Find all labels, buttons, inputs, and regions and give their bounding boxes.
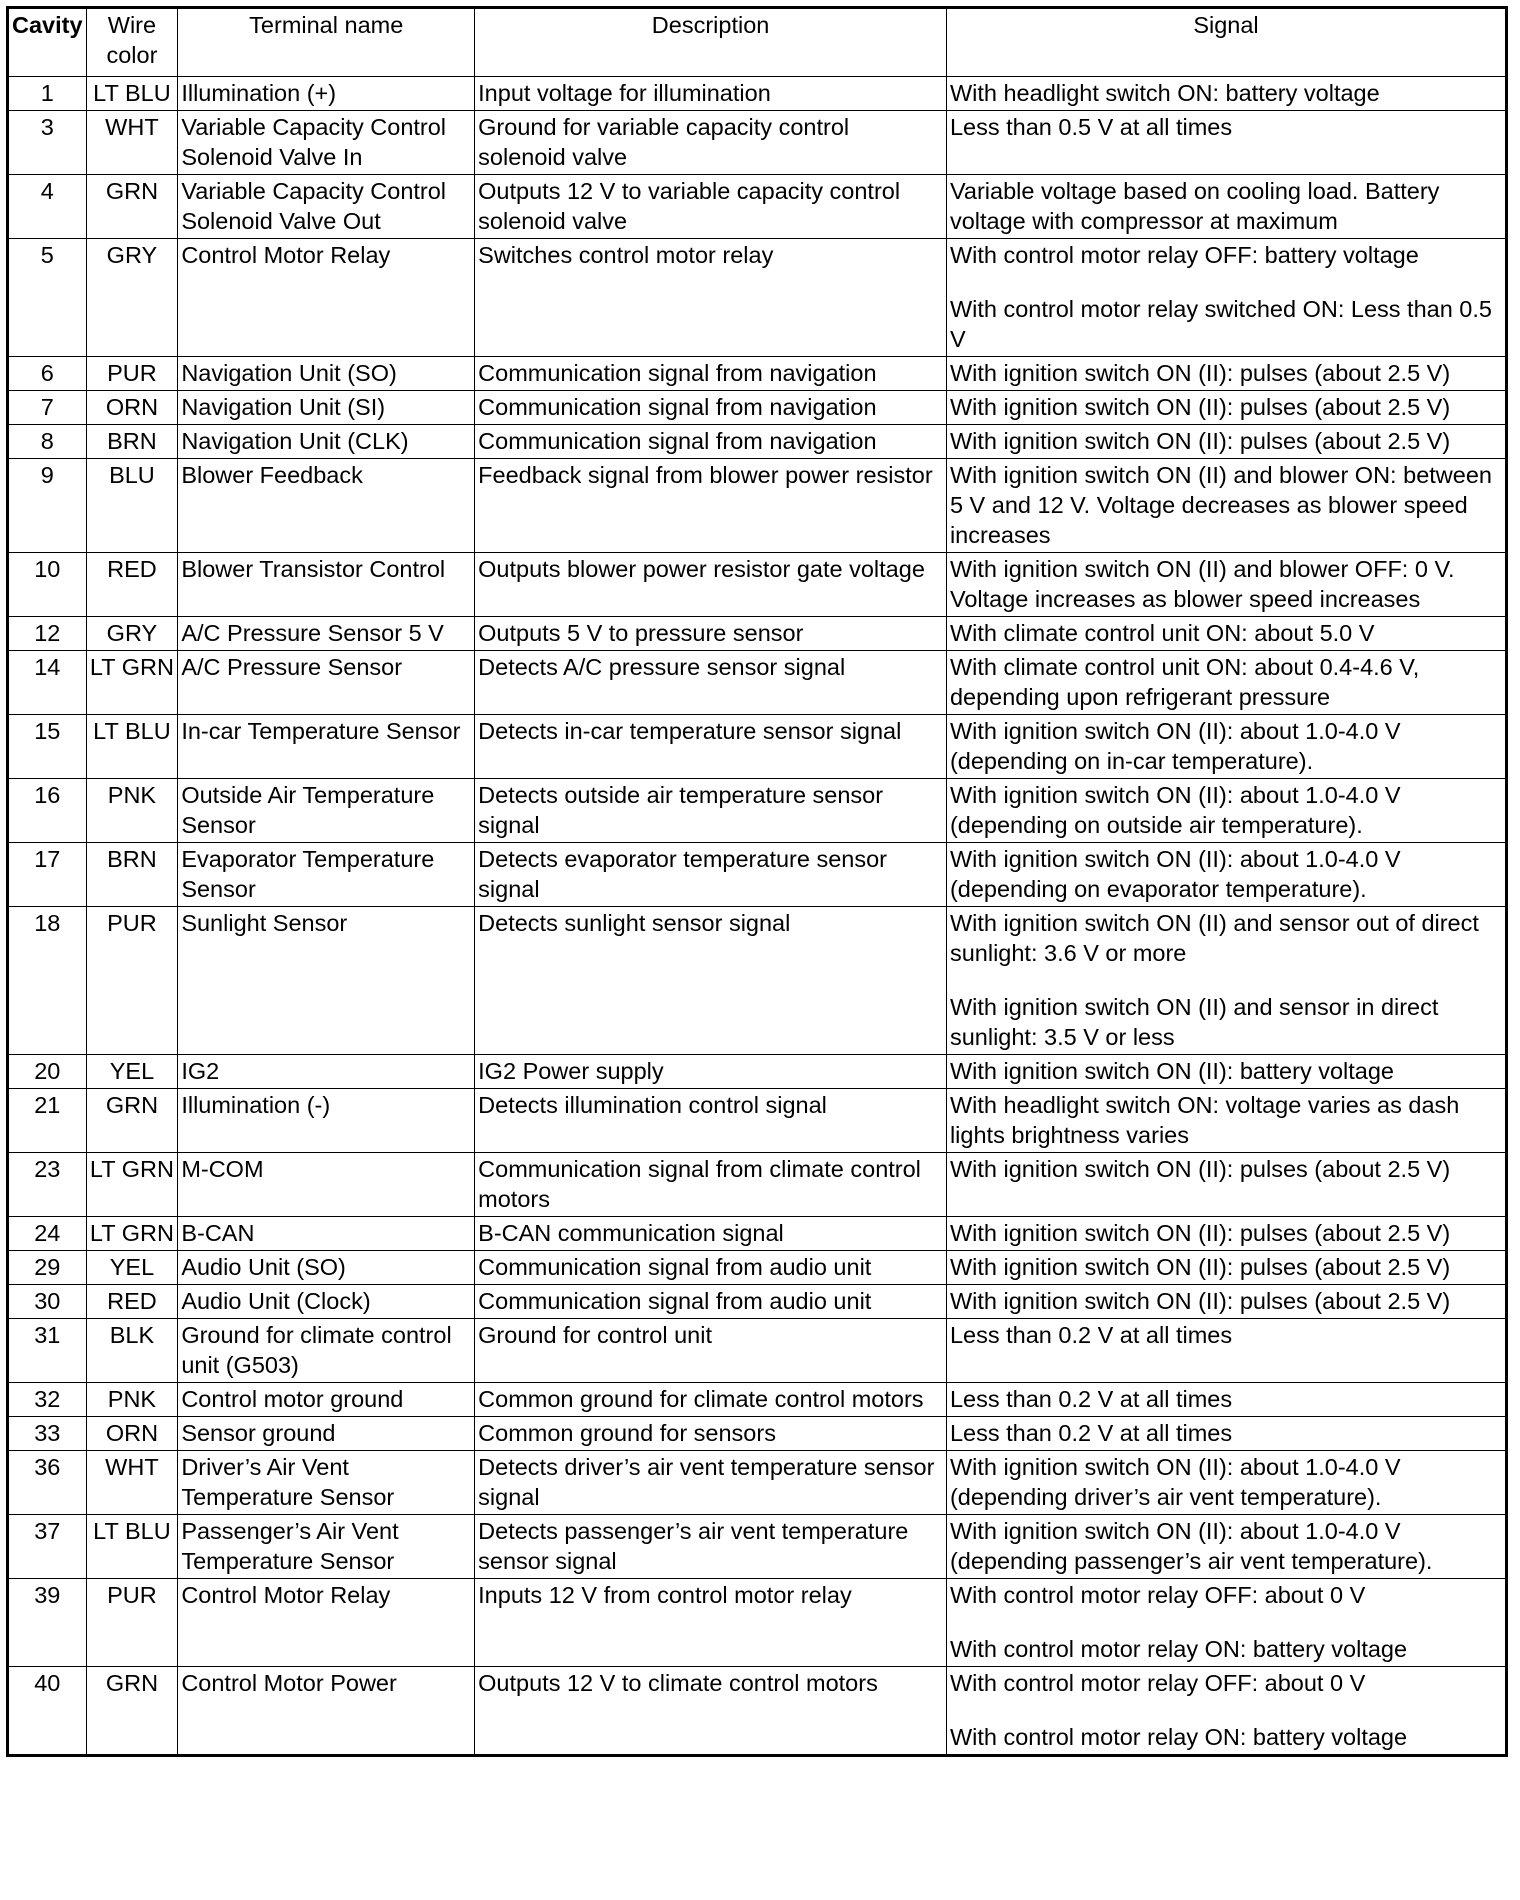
- cavity-cell: 39: [8, 1579, 87, 1667]
- wire-color-cell: PNK: [86, 1383, 178, 1417]
- header-cavity: Cavity: [8, 8, 87, 77]
- cavity-cell: 8: [8, 425, 87, 459]
- terminal-table-sheet: [6, 6, 1508, 1757]
- table-row: [8, 391, 1507, 425]
- terminal-name-cell: Control motor ground: [178, 1383, 475, 1417]
- signal-line: Less than 0.5 V at all times: [949, 114, 1233, 140]
- signal-line: With control motor relay OFF: about 0 V: [949, 1670, 1366, 1696]
- signal-line: With ignition switch ON (II): about 1.0-4.0 V (depending driver’s air vent temperature).: [949, 1454, 1401, 1510]
- signal-line: With ignition switch ON (II): about 1.0-4.0 V (depending on in-car temperature).: [949, 718, 1401, 774]
- description-cell: Outputs blower power resistor gate voltage: [475, 553, 947, 617]
- terminal-name-cell: Ground for climate control unit (G503): [178, 1319, 475, 1383]
- wire-color-cell: BLU: [86, 459, 178, 553]
- cavity-cell: 17: [8, 843, 87, 907]
- signal-line: With control motor relay OFF: battery voltage: [949, 242, 1419, 268]
- signal-line: With ignition switch ON (II): pulses (about 2.5 V): [949, 1156, 1451, 1182]
- wire-color-cell: PUR: [86, 357, 178, 391]
- table-row: [8, 907, 1507, 1055]
- wire-color-cell: LT GRN: [86, 1217, 178, 1251]
- wire-color-cell: LT BLU: [86, 77, 178, 111]
- cavity-cell: 21: [8, 1089, 87, 1153]
- signal-line: With climate control unit ON: about 5.0 V: [949, 620, 1375, 646]
- signal-cell: [946, 239, 1506, 357]
- wire-color-cell: WHT: [86, 1451, 178, 1515]
- terminal-name-cell: Navigation Unit (CLK): [178, 425, 475, 459]
- cavity-cell: 37: [8, 1515, 87, 1579]
- table-row: [8, 1055, 1507, 1089]
- signal-cell: [946, 1383, 1506, 1417]
- cavity-cell: 12: [8, 617, 87, 651]
- cavity-cell: 30: [8, 1285, 87, 1319]
- wire-color-cell: PUR: [86, 907, 178, 1055]
- signal-cell: [946, 617, 1506, 651]
- signal-line: Variable voltage based on cooling load. Battery voltage with compressor at maximum: [949, 178, 1440, 234]
- signal-cell: [946, 1515, 1506, 1579]
- signal-line: With headlight switch ON: voltage varies as dash lights brightness varies: [949, 1092, 1460, 1148]
- description-cell: Detects A/C pressure sensor signal: [475, 651, 947, 715]
- table-row: [8, 553, 1507, 617]
- description-cell: Communication signal from audio unit: [475, 1251, 947, 1285]
- description-cell: Ground for variable capacity control solenoid valve: [475, 111, 947, 175]
- table-row: [8, 357, 1507, 391]
- description-cell: B-CAN communication signal: [475, 1217, 947, 1251]
- cavity-cell: 36: [8, 1451, 87, 1515]
- table-row: [8, 1089, 1507, 1153]
- header-description: Description: [475, 8, 947, 77]
- terminal-name-cell: Navigation Unit (SO): [178, 357, 475, 391]
- description-cell: Communication signal from climate control motors: [475, 1153, 947, 1217]
- wire-color-cell: YEL: [86, 1251, 178, 1285]
- description-cell: IG2 Power supply: [475, 1055, 947, 1089]
- wire-color-cell: ORN: [86, 1417, 178, 1451]
- signal-cell: [946, 715, 1506, 779]
- signal-line: With ignition switch ON (II): about 1.0-4.0 V (depending passenger’s air vent temperature).: [949, 1518, 1433, 1574]
- signal-cell: [946, 77, 1506, 111]
- table-body: [8, 77, 1507, 1756]
- table-row: [8, 1383, 1507, 1417]
- cavity-cell: 24: [8, 1217, 87, 1251]
- description-cell: Input voltage for illumination: [475, 77, 947, 111]
- signal-line: With control motor relay ON: battery voltage: [949, 1724, 1408, 1750]
- cavity-cell: 20: [8, 1055, 87, 1089]
- signal-line: With climate control unit ON: about 0.4-4.6 V, depending upon refrigerant pressure: [949, 654, 1420, 710]
- cavity-cell: 40: [8, 1667, 87, 1756]
- table-row: [8, 843, 1507, 907]
- description-cell: Feedback signal from blower power resistor: [475, 459, 947, 553]
- cavity-cell: 10: [8, 553, 87, 617]
- signal-line: Less than 0.2 V at all times: [949, 1322, 1233, 1348]
- cavity-cell: 14: [8, 651, 87, 715]
- signal-line: With ignition switch ON (II): pulses (about 2.5 V): [949, 1288, 1451, 1314]
- table-row: [8, 111, 1507, 175]
- table-row: [8, 239, 1507, 357]
- signal-cell: [946, 553, 1506, 617]
- table-header: [8, 8, 1507, 77]
- terminal-name-cell: A/C Pressure Sensor: [178, 651, 475, 715]
- header-row: [8, 8, 1507, 77]
- terminal-name-cell: B-CAN: [178, 1217, 475, 1251]
- signal-line: With control motor relay OFF: about 0 V: [949, 1582, 1366, 1608]
- terminal-name-cell: IG2: [178, 1055, 475, 1089]
- terminal-name-cell: Control Motor Relay: [178, 239, 475, 357]
- wire-color-cell: PNK: [86, 779, 178, 843]
- terminal-name-cell: Variable Capacity Control Solenoid Valve In: [178, 111, 475, 175]
- terminal-name-cell: Illumination (-): [178, 1089, 475, 1153]
- wire-color-cell: BRN: [86, 425, 178, 459]
- signal-cell: [946, 175, 1506, 239]
- wire-color-cell: GRN: [86, 1089, 178, 1153]
- signal-line: With ignition switch ON (II) and blower ON: between 5 V and 12 V. Voltage decreases as blower speed increases: [949, 462, 1492, 548]
- terminal-name-cell: Control Motor Relay: [178, 1579, 475, 1667]
- terminal-name-cell: Evaporator Temperature Sensor: [178, 843, 475, 907]
- wire-color-cell: RED: [86, 553, 178, 617]
- terminal-name-cell: Navigation Unit (SI): [178, 391, 475, 425]
- description-cell: Common ground for sensors: [475, 1417, 947, 1451]
- terminal-name-cell: Variable Capacity Control Solenoid Valve Out: [178, 175, 475, 239]
- wire-color-cell: GRY: [86, 617, 178, 651]
- signal-line: With ignition switch ON (II): pulses (about 2.5 V): [949, 428, 1451, 454]
- cavity-cell: 15: [8, 715, 87, 779]
- table-row: [8, 1251, 1507, 1285]
- connector-terminal-table: [6, 6, 1508, 1757]
- description-cell: Inputs 12 V from control motor relay: [475, 1579, 947, 1667]
- signal-line: With ignition switch ON (II) and blower OFF: 0 V. Voltage increases as blower speed increases: [949, 556, 1455, 612]
- signal-cell: [946, 391, 1506, 425]
- table-row: [8, 1515, 1507, 1579]
- table-row: [8, 175, 1507, 239]
- table-row: [8, 459, 1507, 553]
- table-row: [8, 1667, 1507, 1756]
- terminal-name-cell: Audio Unit (SO): [178, 1251, 475, 1285]
- table-row: [8, 1153, 1507, 1217]
- signal-line: With control motor relay switched ON: Less than 0.5 V: [949, 296, 1492, 352]
- description-cell: Detects passenger’s air vent temperature sensor signal: [475, 1515, 947, 1579]
- cavity-cell: 16: [8, 779, 87, 843]
- terminal-name-cell: Outside Air Temperature Sensor: [178, 779, 475, 843]
- description-cell: Communication signal from navigation: [475, 391, 947, 425]
- description-cell: Detects in-car temperature sensor signal: [475, 715, 947, 779]
- cavity-cell: 1: [8, 77, 87, 111]
- cavity-cell: 9: [8, 459, 87, 553]
- signal-cell: [946, 651, 1506, 715]
- header-signal: Signal: [946, 8, 1506, 77]
- description-cell: Detects outside air temperature sensor signal: [475, 779, 947, 843]
- terminal-name-cell: Illumination (+): [178, 77, 475, 111]
- table-row: [8, 1285, 1507, 1319]
- signal-cell: [946, 843, 1506, 907]
- terminal-name-cell: Driver’s Air Vent Temperature Sensor: [178, 1451, 475, 1515]
- terminal-name-cell: A/C Pressure Sensor 5 V: [178, 617, 475, 651]
- table-row: [8, 651, 1507, 715]
- terminal-name-cell: Sunlight Sensor: [178, 907, 475, 1055]
- table-row: [8, 1417, 1507, 1451]
- signal-cell: [946, 1285, 1506, 1319]
- signal-line: With ignition switch ON (II): pulses (about 2.5 V): [949, 1254, 1451, 1280]
- table-row: [8, 1217, 1507, 1251]
- signal-cell: [946, 425, 1506, 459]
- signal-cell: [946, 1055, 1506, 1089]
- signal-line: With ignition switch ON (II): about 1.0-4.0 V (depending on evaporator temperature).: [949, 846, 1401, 902]
- signal-cell: [946, 357, 1506, 391]
- wire-color-cell: BRN: [86, 843, 178, 907]
- table-row: [8, 715, 1507, 779]
- terminal-name-cell: Blower Transistor Control: [178, 553, 475, 617]
- terminal-name-cell: In-car Temperature Sensor: [178, 715, 475, 779]
- description-cell: Switches control motor relay: [475, 239, 947, 357]
- wire-color-cell: RED: [86, 1285, 178, 1319]
- signal-line: With ignition switch ON (II) and sensor in direct sunlight: 3.5 V or less: [949, 994, 1439, 1050]
- signal-line: With control motor relay ON: battery voltage: [949, 1636, 1408, 1662]
- wire-color-cell: WHT: [86, 111, 178, 175]
- wire-color-cell: GRN: [86, 1667, 178, 1756]
- cavity-cell: 33: [8, 1417, 87, 1451]
- signal-cell: [946, 1667, 1506, 1756]
- description-cell: Communication signal from navigation: [475, 425, 947, 459]
- signal-line: With ignition switch ON (II): about 1.0-4.0 V (depending on outside air temperature).: [949, 782, 1401, 838]
- wire-color-cell: ORN: [86, 391, 178, 425]
- description-cell: Outputs 12 V to climate control motors: [475, 1667, 947, 1756]
- header-wire-color: Wire color: [86, 8, 178, 77]
- table-row: [8, 1319, 1507, 1383]
- terminal-name-cell: Control Motor Power: [178, 1667, 475, 1756]
- terminal-name-cell: M-COM: [178, 1153, 475, 1217]
- description-cell: Detects sunlight sensor signal: [475, 907, 947, 1055]
- cavity-cell: 23: [8, 1153, 87, 1217]
- signal-cell: [946, 1319, 1506, 1383]
- signal-line: Less than 0.2 V at all times: [949, 1386, 1233, 1412]
- cavity-cell: 18: [8, 907, 87, 1055]
- signal-line: With ignition switch ON (II): battery voltage: [949, 1058, 1394, 1084]
- terminal-name-cell: Sensor ground: [178, 1417, 475, 1451]
- table-row: [8, 1579, 1507, 1667]
- table-row: [8, 617, 1507, 651]
- table-row: [8, 425, 1507, 459]
- signal-cell: [946, 111, 1506, 175]
- wire-color-cell: LT GRN: [86, 651, 178, 715]
- table-row: [8, 1451, 1507, 1515]
- wire-color-cell: LT BLU: [86, 1515, 178, 1579]
- terminal-name-cell: Blower Feedback: [178, 459, 475, 553]
- table-row: [8, 77, 1507, 111]
- description-cell: Outputs 5 V to pressure sensor: [475, 617, 947, 651]
- description-cell: Communication signal from audio unit: [475, 1285, 947, 1319]
- cavity-cell: 5: [8, 239, 87, 357]
- table-row: [8, 779, 1507, 843]
- cavity-cell: 3: [8, 111, 87, 175]
- signal-line: Less than 0.2 V at all times: [949, 1420, 1233, 1446]
- signal-line: With headlight switch ON: battery voltage: [949, 80, 1380, 106]
- description-cell: Communication signal from navigation: [475, 357, 947, 391]
- cavity-cell: 4: [8, 175, 87, 239]
- cavity-cell: 6: [8, 357, 87, 391]
- description-cell: Detects illumination control signal: [475, 1089, 947, 1153]
- wire-color-cell: GRY: [86, 239, 178, 357]
- wire-color-cell: LT GRN: [86, 1153, 178, 1217]
- signal-cell: [946, 1217, 1506, 1251]
- wire-color-cell: LT BLU: [86, 715, 178, 779]
- cavity-cell: 29: [8, 1251, 87, 1285]
- description-cell: Detects driver’s air vent temperature sensor signal: [475, 1451, 947, 1515]
- wire-color-cell: GRN: [86, 175, 178, 239]
- signal-cell: [946, 1417, 1506, 1451]
- signal-cell: [946, 1579, 1506, 1667]
- signal-line: With ignition switch ON (II) and sensor out of direct sunlight: 3.6 V or more: [949, 910, 1479, 966]
- signal-cell: [946, 779, 1506, 843]
- signal-cell: [946, 1451, 1506, 1515]
- signal-line: With ignition switch ON (II): pulses (about 2.5 V): [949, 360, 1451, 386]
- wire-color-cell: YEL: [86, 1055, 178, 1089]
- signal-line: With ignition switch ON (II): pulses (about 2.5 V): [949, 394, 1451, 420]
- terminal-name-cell: Audio Unit (Clock): [178, 1285, 475, 1319]
- description-cell: Detects evaporator temperature sensor signal: [475, 843, 947, 907]
- header-terminal-name: Terminal name: [178, 8, 475, 77]
- cavity-cell: 31: [8, 1319, 87, 1383]
- signal-cell: [946, 907, 1506, 1055]
- signal-cell: [946, 1251, 1506, 1285]
- description-cell: Outputs 12 V to variable capacity control solenoid valve: [475, 175, 947, 239]
- cavity-cell: 32: [8, 1383, 87, 1417]
- wire-color-cell: PUR: [86, 1579, 178, 1667]
- signal-cell: [946, 459, 1506, 553]
- cavity-cell: 7: [8, 391, 87, 425]
- description-cell: Common ground for climate control motors: [475, 1383, 947, 1417]
- signal-line: With ignition switch ON (II): pulses (about 2.5 V): [949, 1220, 1451, 1246]
- signal-cell: [946, 1153, 1506, 1217]
- wire-color-cell: BLK: [86, 1319, 178, 1383]
- description-cell: Ground for control unit: [475, 1319, 947, 1383]
- terminal-name-cell: Passenger’s Air Vent Temperature Sensor: [178, 1515, 475, 1579]
- signal-cell: [946, 1089, 1506, 1153]
